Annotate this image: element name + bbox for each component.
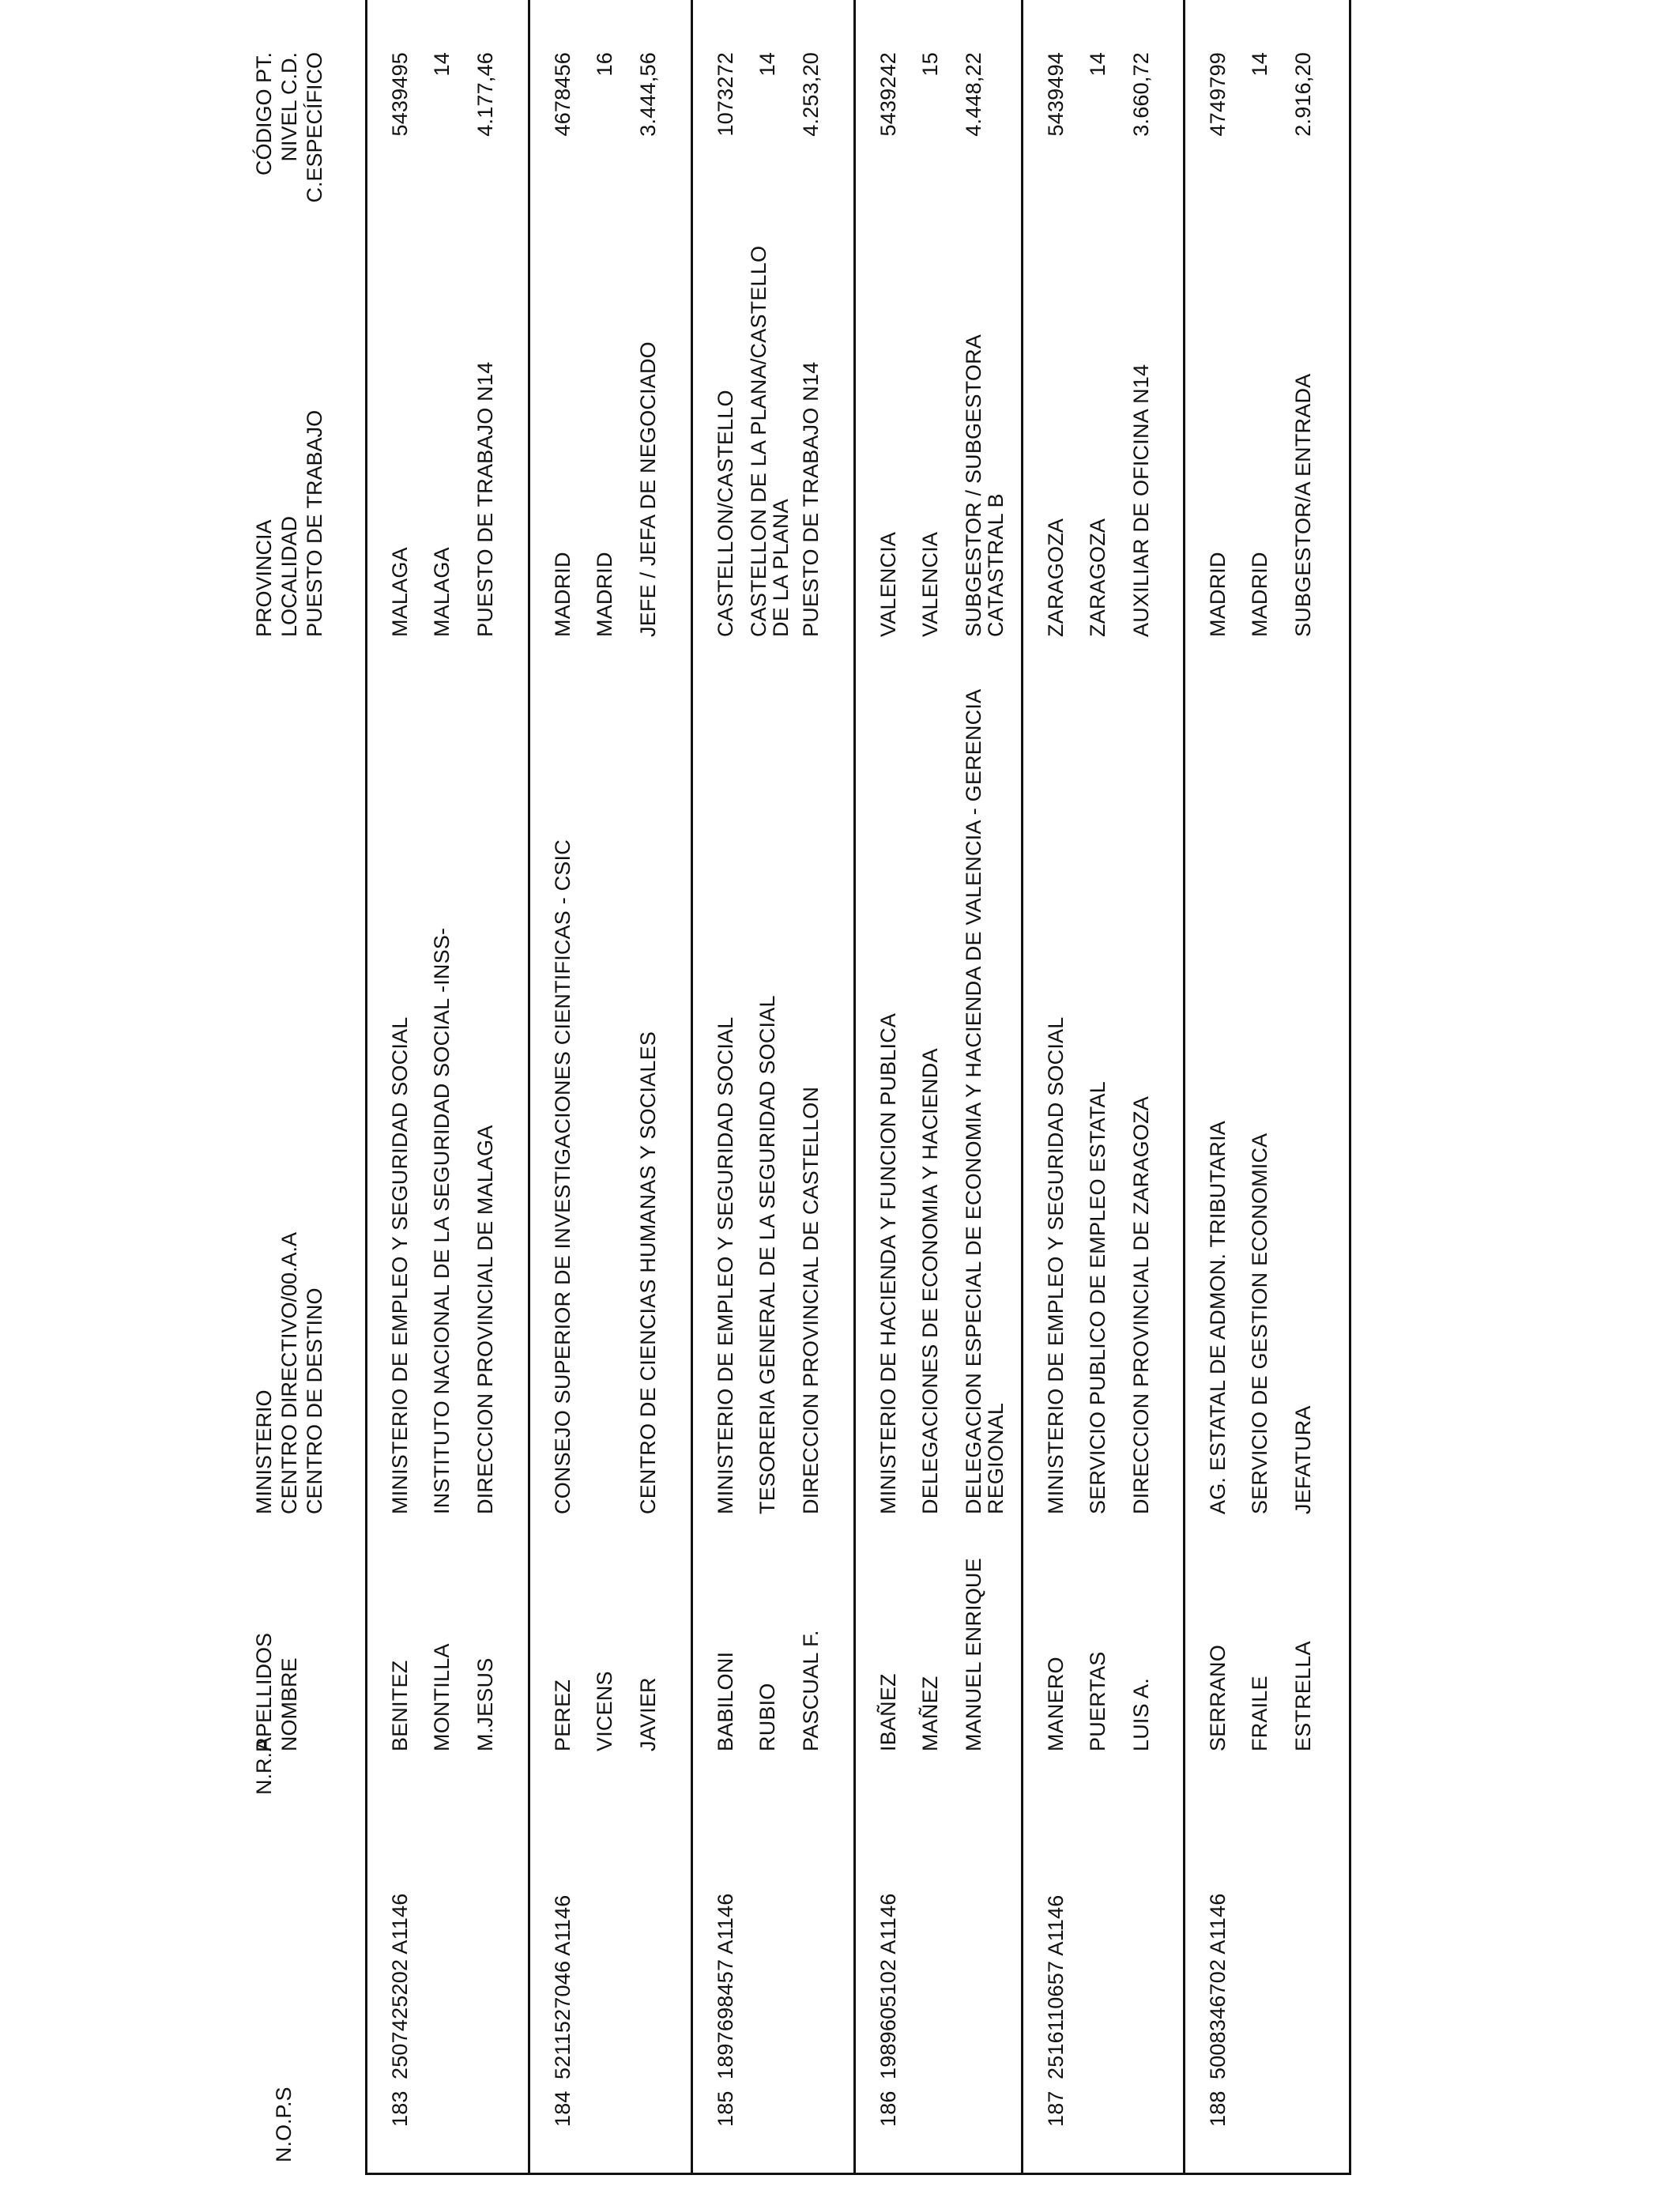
row-localidad: MADRID — [1248, 552, 1271, 637]
row-nombre: PASCUAL F. — [799, 1630, 823, 1751]
row-ministerio: MINISTERIO DE HACIENDA Y FUNCION PUBLICA — [876, 1012, 900, 1514]
row-provincia: CASTELLON/CASTELLO — [714, 390, 737, 637]
header-codigo: CÓDIGO PT. — [252, 52, 276, 176]
row-nivel: 14 — [755, 52, 779, 77]
row-centro-destino: DELEGACION ESPECIAL DE ECONOMIA Y HACIENDA DE VALENCIA - GERENCIA REGIONAL — [962, 690, 1008, 1514]
row-provincia: MADRID — [1206, 552, 1230, 637]
row-nops: 183 — [388, 2090, 412, 2127]
row-codigo: 5439242 — [876, 52, 900, 137]
header-localidad: LOCALIDAD — [277, 515, 301, 637]
row-nops: 185 — [714, 2090, 737, 2127]
row-centro-destino: CENTRO DE CIENCIAS HUMANAS Y SOCIALES — [636, 1031, 660, 1514]
row-provincia: MADRID — [551, 552, 574, 637]
row-nivel: 14 — [1248, 52, 1271, 77]
row-nops: 187 — [1044, 2090, 1068, 2127]
row-localidad: VALENCIA — [918, 531, 942, 637]
row-especifico: 2.916,20 — [1291, 52, 1315, 137]
row-nivel: 15 — [918, 52, 942, 77]
header-apellidos: APELLIDOS — [252, 1632, 276, 1751]
row-apellido-1: SERRANO — [1206, 1645, 1230, 1751]
header-ministerio: MINISTERIO — [252, 1389, 276, 1514]
row-provincia: ZARAGOZA — [1044, 518, 1068, 637]
row-codigo: 1073272 — [714, 52, 737, 137]
row-centro-directivo: INSTITUTO NACIONAL DE LA SEGURIDAD SOCIAL -INSS- — [430, 927, 454, 1514]
row-divider — [1021, 0, 1023, 2175]
row-nombre: M.JESUS — [473, 1657, 497, 1751]
row-codigo: 5439494 — [1044, 52, 1068, 137]
row-divider — [691, 0, 693, 2175]
row-provincia: MALAGA — [388, 547, 412, 637]
row-centro-directivo: SERVICIO PUBLICO DE EMPLEO ESTATAL — [1086, 1081, 1109, 1514]
row-especifico: 3.444,56 — [636, 52, 660, 137]
row-localidad: MADRID — [593, 552, 616, 637]
row-nombre: LUIS A. — [1129, 1678, 1153, 1751]
row-nrp: 2516110657 A1146 — [1044, 1894, 1068, 2079]
row-apellido-2: RUBIO — [755, 1683, 779, 1751]
header-centro-destino: CENTRO DE DESTINO — [303, 1287, 326, 1514]
row-centro-directivo: DELEGACIONES DE ECONOMIA Y HACIENDA — [918, 1048, 942, 1514]
row-centro-destino: DIRECCION PROVINCIAL DE MALAGA — [473, 1125, 497, 1514]
row-nombre: MANUEL ENRIQUE — [962, 1558, 985, 1751]
row-codigo: 4749799 — [1206, 52, 1230, 137]
row-nops: 186 — [876, 2090, 900, 2127]
row-especifico: 4.177,46 — [473, 52, 497, 137]
row-codigo: 4678456 — [551, 52, 574, 137]
row-nombre: ESTRELLA — [1291, 1641, 1315, 1751]
row-localidad: ZARAGOZA — [1086, 518, 1109, 637]
row-apellido-2: FRAILE — [1248, 1676, 1271, 1751]
row-ministerio: AG. ESTATAL DE ADMON. TRIBUTARIA — [1206, 1121, 1230, 1514]
row-provincia: VALENCIA — [876, 531, 900, 637]
row-apellido-1: MANERO — [1044, 1657, 1068, 1751]
row-apellido-1: PEREZ — [551, 1679, 574, 1751]
row-divider — [1183, 0, 1185, 2175]
row-puesto: AUXILIAR DE OFICINA N14 — [1129, 364, 1153, 637]
row-ministerio: MINISTERIO DE EMPLEO Y SEGURIDAD SOCIAL — [388, 1016, 412, 1514]
row-apellido-1: IBAÑEZ — [876, 1673, 900, 1751]
row-ministerio: CONSEJO SUPERIOR DE INVESTIGACIONES CIENTIFICAS - CSIC — [551, 839, 574, 1514]
row-puesto: SUBGESTOR/A ENTRADA — [1291, 373, 1315, 637]
row-apellido-2: MAÑEZ — [918, 1676, 942, 1751]
row-ministerio: MINISTERIO DE EMPLEO Y SEGURIDAD SOCIAL — [714, 1016, 737, 1514]
row-nrp: 2507425202 A1146 — [388, 1893, 412, 2079]
row-puesto: PUESTO DE TRABAJO N14 — [799, 361, 823, 637]
row-apellido-2: VICENS — [593, 1671, 616, 1751]
row-apellido-2: MONTILLA — [430, 1643, 454, 1751]
row-nops: 184 — [551, 2090, 574, 2127]
row-puesto: PUESTO DE TRABAJO N14 — [473, 361, 497, 637]
row-especifico: 4.253,20 — [799, 52, 823, 137]
row-centro-destino: DIRECCION PROVINCIAL DE ZARAGOZA — [1129, 1096, 1153, 1514]
row-nivel: 14 — [430, 52, 454, 77]
row-nombre: JAVIER — [636, 1677, 660, 1751]
header-provincia: PROVINCIA — [252, 519, 276, 637]
row-centro-destino: JEFATURA — [1291, 1405, 1315, 1514]
header-especifico: C.ESPECÍFICO — [303, 52, 326, 203]
row-nrp: 1897698457 A1146 — [714, 1893, 737, 2079]
row-nrp: 5008346702 A1146 — [1206, 1893, 1230, 2079]
header-nops: N.O.P.S — [272, 2087, 296, 2162]
row-apellido-1: BABILONI — [714, 1651, 737, 1751]
row-divider — [853, 0, 856, 2175]
row-centro-directivo: SERVICIO DE GESTION ECONOMICA — [1248, 1133, 1271, 1514]
table-frame — [365, 0, 1351, 2175]
row-puesto: SUBGESTOR / SUBGESTORA CATASTRAL B — [962, 335, 1008, 637]
row-nrp: 1989605102 A1146 — [876, 1893, 900, 2079]
row-apellido-2: PUERTAS — [1086, 1651, 1109, 1751]
row-centro-directivo: TESORERIA GENERAL DE LA SEGURIDAD SOCIAL — [755, 995, 779, 1514]
row-nrp: 5211527046 A1146 — [551, 1894, 574, 2079]
header-nrp: N.R.P — [252, 1737, 276, 1795]
row-localidad: MALAGA — [430, 547, 454, 637]
row-ministerio: MINISTERIO DE EMPLEO Y SEGURIDAD SOCIAL — [1044, 1016, 1068, 1514]
row-especifico: 3.660,72 — [1129, 52, 1153, 137]
row-codigo: 5439495 — [388, 52, 412, 137]
row-especifico: 4.448,22 — [962, 52, 985, 137]
row-divider — [528, 0, 530, 2175]
row-localidad: CASTELLON DE LA PLANA/CASTELLO DE LA PLANA — [747, 245, 793, 637]
row-apellido-1: BENITEZ — [388, 1660, 412, 1751]
row-centro-destino: DIRECCION PROVINCIAL DE CASTELLON — [799, 1086, 823, 1514]
header-puesto: PUESTO DE TRABAJO — [303, 409, 326, 637]
row-nivel: 14 — [1086, 52, 1109, 77]
header-centro-directivo: CENTRO DIRECTIVO/00.A.A — [277, 1231, 301, 1514]
header-nombre: NOMBRE — [277, 1657, 301, 1751]
row-puesto: JEFE / JEFA DE NEGOCIADO — [636, 341, 660, 637]
row-nops: 188 — [1206, 2090, 1230, 2127]
header-nivel: NIVEL C.D. — [277, 52, 301, 162]
row-nivel: 16 — [593, 52, 616, 77]
